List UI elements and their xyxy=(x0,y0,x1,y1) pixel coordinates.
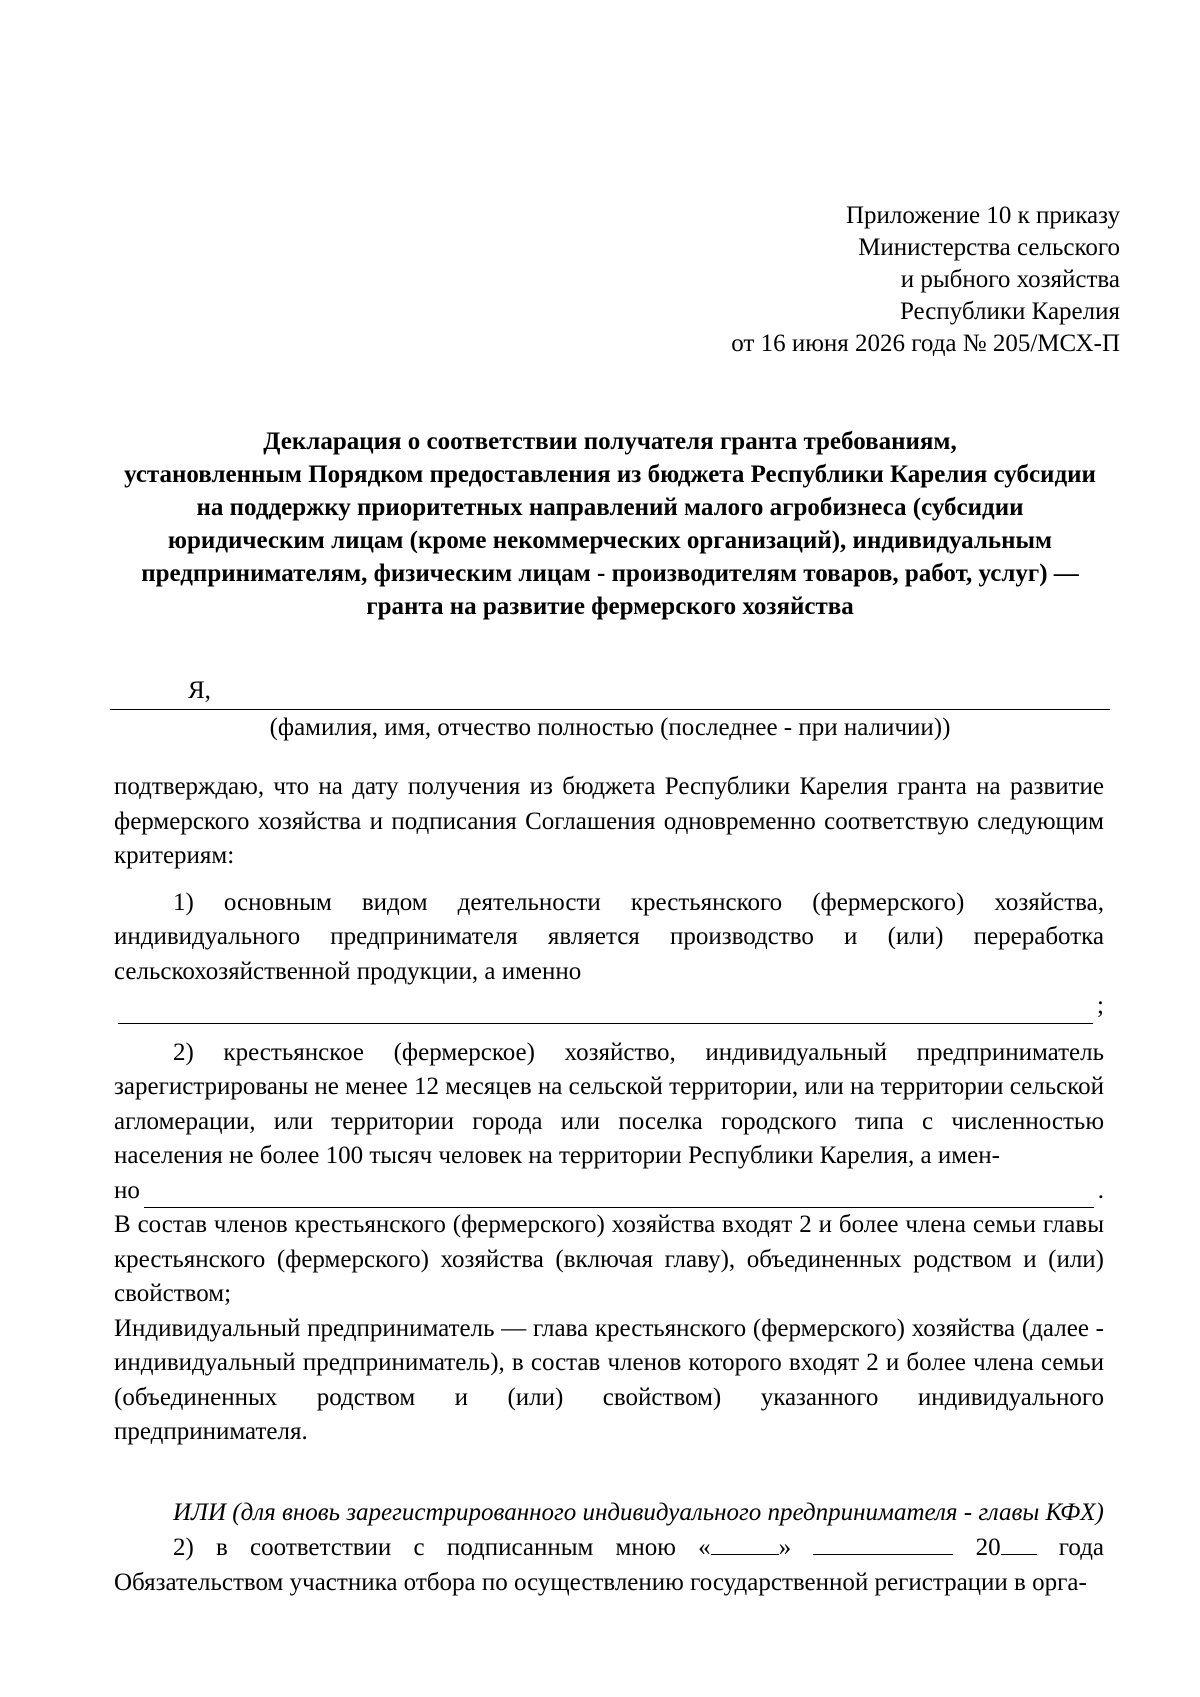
title-line: на поддержку приоритетных направлений малого агробизнеса (субсидии xyxy=(196,494,1024,521)
title-line: установленным Порядком предоставления из бюджета Республики Карелия субсидии xyxy=(124,461,1096,488)
territory-blank-line[interactable] xyxy=(144,1181,1094,1208)
declarant-name-field[interactable] xyxy=(110,675,1110,710)
intro-paragraph: подтверждаю, что на дату получения из бюджета Республики Карелия гранта на развитие фермерского хозяйства и подписания Соглашения одновременно соответствую следующим критериям: xyxy=(114,773,1104,869)
title-line: Декларация о соответствии получателя гранта требованиям, xyxy=(263,428,957,455)
product-blank-line[interactable] xyxy=(118,997,1093,1024)
declarant-caption: (фамилия, имя, отчество полностью (последнее - при наличии)) xyxy=(269,714,951,741)
item-2-end: . xyxy=(1097,1176,1104,1204)
day-blank[interactable] xyxy=(711,1530,779,1555)
item-1-end: ; xyxy=(1097,992,1104,1019)
appendix-header xyxy=(731,200,1120,360)
document-title xyxy=(110,425,1110,623)
item-1-blank-row xyxy=(114,989,1104,1024)
members-kfh-paragraph: В состав членов крестьянского (фермерского) хозяйства входят 2 и более члена семьи главы крестьянского (фермерского) хозяйства (включая главу), объединенных родством и (или) свойством; xyxy=(114,1211,1104,1307)
month-blank[interactable] xyxy=(813,1530,953,1555)
members-ip-paragraph: Индивидуальный предприниматель — глава крестьянского (фермерского) хозяйства (далее - индивидуальный предприниматель), в состав членов которого входят 2 и более члена семьи (объединенных родством и (или) свойством) указанного индивидуального предпринимателя. xyxy=(114,1314,1104,1445)
title-line: юридическим лицам (кроме некоммерческих организаций), индивидуальным xyxy=(167,527,1053,554)
alternative-note: ИЛИ (для вновь зарегистрированного индивидуального предпринимателя - главы КФХ) xyxy=(173,1498,1104,1526)
item-2-alt-paragraph xyxy=(114,1530,1104,1600)
item-2-alt-t2: » xyxy=(778,1534,792,1561)
item-2-cont: но xyxy=(114,1176,140,1204)
item-2-alt-t3: 20 xyxy=(975,1534,1001,1561)
item-2-blank-row xyxy=(114,1174,1104,1209)
title-line: гранта на развитие фермерского хозяйства xyxy=(366,593,854,620)
item-2-alt-t4: года Обязательством участника отбора по осуществлению государственной регистрации в орга- xyxy=(114,1534,1105,1596)
title-line: предпринимателям, физическим лицам - производителям товаров, работ, услуг) — xyxy=(141,560,1079,587)
appendix-line: Приложение 10 к приказу xyxy=(845,202,1120,229)
appendix-line: Министерства сельского xyxy=(858,234,1120,261)
appendix-line: Республики Карелия xyxy=(899,298,1120,325)
item-2-alt-t1: 2) в соответствии с подписанным мною « xyxy=(173,1534,711,1561)
declarant-prefix: Я, xyxy=(188,677,211,704)
item-1-paragraph xyxy=(114,886,1104,990)
item-1-text: 1) основным видом деятельности крестьянского (фермерского) хозяйства, индивидуального предпринимателя является производство и (или) переработка сельскохозяйственной продукции, а именно xyxy=(114,888,1104,985)
item-2-paragraph: 2) крестьянское (фермерское) хозяйство, индивидуальный предприниматель зарегистрированы не менее 12 месяцев на сельской территории, или на территории сельской агломерации, или территории города или поселка городского типа с численностью населения не более 100 тысяч человек на территории Республики Карелия, а имен- xyxy=(114,1038,1104,1169)
appendix-line: от 16 июня 2026 года № 205/МСХ-П xyxy=(731,330,1120,357)
year-blank[interactable] xyxy=(1001,1530,1037,1555)
document-body xyxy=(114,770,1104,1600)
appendix-line: и рыбного хозяйства xyxy=(900,266,1120,293)
